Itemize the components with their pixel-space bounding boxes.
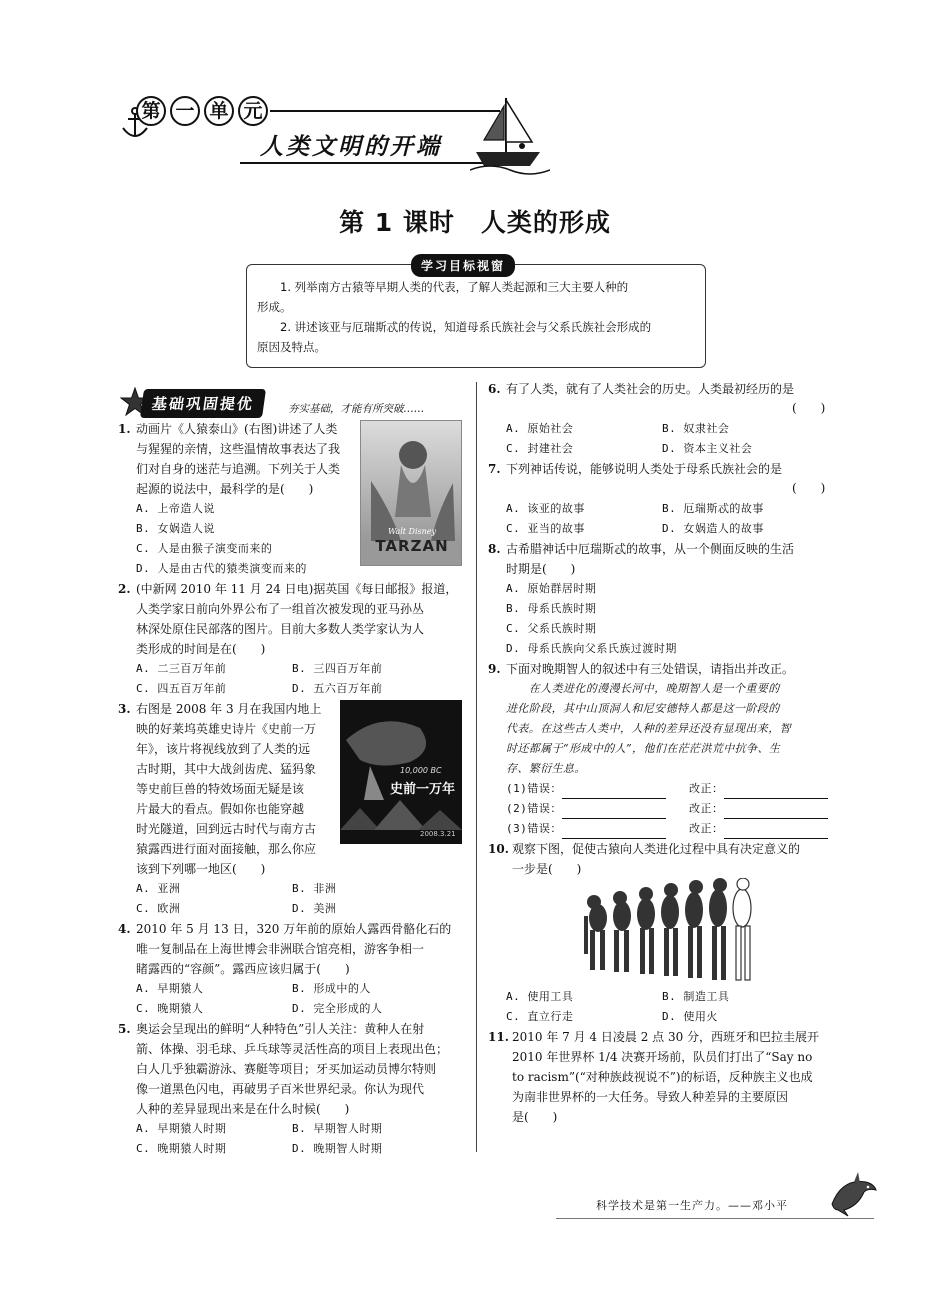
option-c[interactable]: C. 人是由猴子演变而来的 bbox=[136, 542, 273, 555]
objective-line: 1. 列举南方古猿等早期人类的代表，了解人类起源和三大主要人种的 bbox=[257, 280, 629, 294]
error-label: (1)错误： bbox=[506, 782, 562, 795]
option-d[interactable]: D. 五六百万年前 bbox=[292, 682, 383, 695]
question-text: 下面对晚期智人的叙述中有三处错误，请指出并改正。 bbox=[506, 662, 795, 676]
question-text: to racism”(“对种族歧视说不”)的标语，反种族主义也成 bbox=[512, 1070, 813, 1084]
objectives-box bbox=[246, 259, 706, 368]
question-9 bbox=[488, 659, 833, 679]
error-input-2[interactable] bbox=[562, 805, 666, 819]
question-number: 9. bbox=[488, 662, 501, 676]
question-7 bbox=[488, 459, 833, 479]
question-text: (中新网 2010 年 11 月 24 日电)据英国《每日邮报》报道， bbox=[136, 582, 458, 596]
poster-brand: Walt Disney bbox=[387, 527, 437, 536]
fix-input-2[interactable] bbox=[724, 805, 828, 819]
question-text: 睹露西的“容颜”。露西应该归属于( ) bbox=[136, 962, 350, 976]
option-d[interactable]: D. 晚期智人时期 bbox=[292, 1142, 383, 1155]
objectives-badge: 学习目标视窗 bbox=[411, 254, 515, 277]
question-1 bbox=[118, 419, 358, 499]
question-text: 古希腊神话中厄瑞斯忒的故事，从一个侧面反映的生活 bbox=[506, 542, 795, 556]
option-a[interactable]: A. 早期猿人时期 bbox=[136, 1122, 227, 1135]
option-c[interactable]: C. 父系氏族时期 bbox=[506, 622, 597, 635]
option-c[interactable]: C. 晚期猿人 bbox=[136, 1002, 204, 1015]
option-c[interactable]: C. 欧洲 bbox=[136, 902, 181, 915]
error-row-3 bbox=[506, 819, 828, 839]
question-number: 4. bbox=[118, 922, 131, 936]
option-d[interactable]: D. 资本主义社会 bbox=[662, 442, 753, 455]
option-c[interactable]: C. 四五百万年前 bbox=[136, 682, 227, 695]
question-text: 2010 年世界杯 1/4 决赛开场前，队员们打出了“Say no bbox=[512, 1050, 813, 1064]
question-text: 人种的差异显现出来是在什么时候( ) bbox=[136, 1102, 350, 1116]
option-b[interactable]: B. 制造工具 bbox=[662, 990, 730, 1003]
question-text: 古时期，其中大战剑齿虎、猛犸象 bbox=[136, 762, 317, 776]
question-text: 观察下图，促使古猿向人类进化过程中具有决定意义的 bbox=[512, 842, 801, 856]
option-d[interactable]: D. 美洲 bbox=[292, 902, 337, 915]
question-text: 年》，该片将视线放到了人类的远 bbox=[136, 742, 311, 756]
question-text: 时期是( ) bbox=[506, 562, 576, 576]
question-text: 奥运会呈现出的鲜明“人种特色”引人关注：黄种人在射 bbox=[136, 1022, 425, 1036]
question-text: 们对自身的迷茫与追溯。下列关于人类 bbox=[136, 462, 341, 476]
question-text: 2010 年 5 月 13 日，320 万年前的原始人露西骨骼化石的 bbox=[136, 922, 452, 936]
passage-line: 存、繁衍生息。 bbox=[506, 762, 586, 775]
question-text: 白人几乎独霸游泳、赛艇等项目；牙买加运动员博尔特则 bbox=[136, 1062, 437, 1076]
fix-label: 改正： bbox=[689, 822, 724, 835]
footer-rule bbox=[556, 1218, 874, 1219]
answer-paren[interactable]: ( ) bbox=[792, 401, 826, 415]
question-text: 等史前巨兽的特效场面无疑是该 bbox=[136, 782, 305, 796]
passage-line: 进化阶段，其中山顶洞人和尼安德特人都是这一阶段的 bbox=[506, 702, 780, 715]
question-text: 动画片《人猿泰山》(右图)讲述了人类 bbox=[136, 422, 338, 436]
question-number: 7. bbox=[488, 462, 501, 476]
question-text: 是( ) bbox=[512, 1110, 558, 1124]
dolphin-icon bbox=[828, 1170, 878, 1220]
fix-input-1[interactable] bbox=[724, 785, 828, 799]
option-a[interactable]: A. 原始群居时期 bbox=[506, 582, 597, 595]
question-10 bbox=[488, 839, 833, 879]
passage-line: 时还都属于“形成中的人”，他们在茫茫洪荒中抗争、生 bbox=[506, 742, 781, 755]
human-evolution-illustration bbox=[580, 878, 766, 982]
question-text: 下列神话传说，能够说明人类处于母系氏族社会的是 bbox=[506, 462, 783, 476]
unit-char-1: 第 bbox=[136, 96, 166, 126]
column-divider bbox=[476, 382, 477, 1152]
question-text: 像一道黑色闪电，再破男子百米世界纪录。你认为现代 bbox=[136, 1082, 425, 1096]
section-subtitle: 夯实基础，才能有所突破…… bbox=[288, 403, 425, 415]
question-text: 映的好莱坞英雄史诗片《史前一万 bbox=[136, 722, 317, 736]
question-number: 3. bbox=[118, 702, 131, 716]
question-text: 人类学家日前向外界公布了一组首次被发现的亚马孙丛 bbox=[136, 602, 425, 616]
question-text: 林深处原住民部落的图片。目前大多数人类学家认为人 bbox=[136, 622, 425, 636]
fix-label: 改正： bbox=[689, 782, 724, 795]
answer-paren[interactable]: ( ) bbox=[792, 481, 826, 495]
sailboat-illustration bbox=[470, 92, 550, 178]
poster-title: 史前一万年 bbox=[390, 782, 456, 797]
option-d[interactable]: D. 母系氏族向父系氏族过渡时期 bbox=[506, 642, 677, 655]
option-b[interactable]: B. 三四百万年前 bbox=[292, 662, 383, 675]
footer-quote: 科学技术是第一生产力。——邓小平 bbox=[596, 1199, 788, 1212]
option-a[interactable]: A. 早期猿人 bbox=[136, 982, 204, 995]
option-d[interactable]: D. 完全形成的人 bbox=[292, 1002, 383, 1015]
option-c[interactable]: C. 晚期猿人时期 bbox=[136, 1142, 227, 1155]
question-text: 类形成的时间是在( ) bbox=[136, 642, 266, 656]
fix-input-3[interactable] bbox=[724, 825, 828, 839]
question-text: 右图是 2008 年 3 月在我国内地上 bbox=[136, 702, 322, 716]
objective-line: 形成。 bbox=[257, 300, 292, 314]
question-2 bbox=[118, 579, 463, 659]
question-number: 1. bbox=[118, 422, 131, 436]
question-number: 10. bbox=[488, 842, 509, 856]
passage-line: 代表。在这些古人类中，人种的差异还没有显现出来，智 bbox=[506, 722, 791, 735]
question-text: 与猩猩的亲情，这些温情故事表达了我 bbox=[136, 442, 341, 456]
option-b[interactable]: B. 厄瑞斯忒的故事 bbox=[662, 502, 764, 515]
objective-line: 2. 讲述该亚与厄瑞斯忒的传说，知道母系氏族社会与父系氏族社会形成的 bbox=[257, 320, 652, 334]
option-b[interactable]: B. 形成中的人 bbox=[292, 982, 371, 995]
option-b[interactable]: B. 早期智人时期 bbox=[292, 1122, 383, 1135]
option-b[interactable]: B. 非洲 bbox=[292, 882, 337, 895]
poster-small-title: 10,000 BC bbox=[400, 766, 442, 775]
question-text: 片最大的看点。假如你也能穿越 bbox=[136, 802, 305, 816]
option-d[interactable]: D. 使用火 bbox=[662, 1010, 718, 1023]
option-a[interactable]: A. 亚洲 bbox=[136, 882, 181, 895]
option-c[interactable]: C. 封建社会 bbox=[506, 442, 574, 455]
option-b[interactable]: B. 奴隶社会 bbox=[662, 422, 730, 435]
error-input-3[interactable] bbox=[562, 825, 666, 839]
error-label: (2)错误： bbox=[506, 802, 562, 815]
option-a[interactable]: A. 该亚的故事 bbox=[506, 502, 585, 515]
error-label: (3)错误： bbox=[506, 822, 562, 835]
poster-title: TARZAN bbox=[375, 537, 449, 555]
lesson-title: 第 1 课时 人类的形成 bbox=[339, 208, 611, 237]
question-6 bbox=[488, 379, 833, 399]
unit-char-4: 元 bbox=[238, 96, 268, 126]
question-text: 一步是( ) bbox=[512, 862, 582, 876]
objective-line: 原因及特点。 bbox=[257, 340, 326, 354]
question-text: 该到下列哪一地区( ) bbox=[136, 862, 266, 876]
option-b[interactable]: B. 母系氏族时期 bbox=[506, 602, 597, 615]
question-text: 箭、体操、羽毛球、乒乓球等灵活性高的项目上表现出色； bbox=[136, 1042, 449, 1056]
error-input-1[interactable] bbox=[562, 785, 666, 799]
error-row-1 bbox=[506, 779, 828, 799]
option-d[interactable]: D. 人是由古代的猿类演变而来的 bbox=[136, 562, 307, 575]
question-number: 2. bbox=[118, 582, 131, 596]
option-b[interactable]: B. 女娲造人说 bbox=[136, 522, 215, 535]
option-a[interactable]: A. 使用工具 bbox=[506, 990, 574, 1003]
question-text: 起源的说法中，最科学的是( ) bbox=[136, 482, 314, 496]
question-number: 11. bbox=[488, 1030, 509, 1044]
question-text: 时光隧道，回到远古时代与南方古 bbox=[136, 822, 317, 836]
question-text: 有了人类，就有了人类社会的历史。人类最初经历的是 bbox=[506, 382, 795, 396]
movie-poster-image bbox=[340, 700, 462, 844]
unit-char-2: 一 bbox=[170, 96, 200, 126]
option-a[interactable]: A. 原始社会 bbox=[506, 422, 574, 435]
question-3 bbox=[118, 699, 340, 879]
option-c[interactable]: C. 直立行走 bbox=[506, 1010, 574, 1023]
option-d[interactable]: D. 女娲造人的故事 bbox=[662, 522, 764, 535]
unit-subtitle: 人类文明的开端 bbox=[260, 134, 442, 160]
option-a[interactable]: A. 上帝造人说 bbox=[136, 502, 215, 515]
question-5 bbox=[118, 1019, 463, 1119]
question-text: 猿露西进行面对面接触，那么你应 bbox=[136, 842, 317, 856]
tarzan-poster-image bbox=[360, 420, 462, 566]
error-row-2 bbox=[506, 799, 828, 819]
poster-date: 2008.3.21 bbox=[420, 830, 456, 838]
question-4 bbox=[118, 919, 463, 979]
question-9-passage bbox=[506, 679, 836, 779]
section-header bbox=[120, 385, 450, 419]
question-text: 2010 年 7 月 4 日凌晨 2 点 30 分，西班牙和巴拉圭展开 bbox=[512, 1030, 820, 1044]
question-text: 为南非世界杯的一大任务。导致人种差异的主要原因 bbox=[512, 1090, 789, 1104]
fix-label: 改正： bbox=[689, 802, 724, 815]
question-11 bbox=[488, 1027, 833, 1127]
option-c[interactable]: C. 亚当的故事 bbox=[506, 522, 585, 535]
section-title: 基础巩固提优 bbox=[140, 389, 266, 418]
unit-char-3: 单 bbox=[204, 96, 234, 126]
question-number: 8. bbox=[488, 542, 501, 556]
question-number: 6. bbox=[488, 382, 501, 396]
question-text: 唯一复制品在上海世博会非洲联合馆亮相，游客争相一 bbox=[136, 942, 425, 956]
question-8 bbox=[488, 539, 833, 579]
passage-line: 在人类进化的漫漫长河中，晚期智人是一个重要的 bbox=[506, 682, 780, 695]
question-number: 5. bbox=[118, 1022, 131, 1036]
option-a[interactable]: A. 二三百万年前 bbox=[136, 662, 227, 675]
